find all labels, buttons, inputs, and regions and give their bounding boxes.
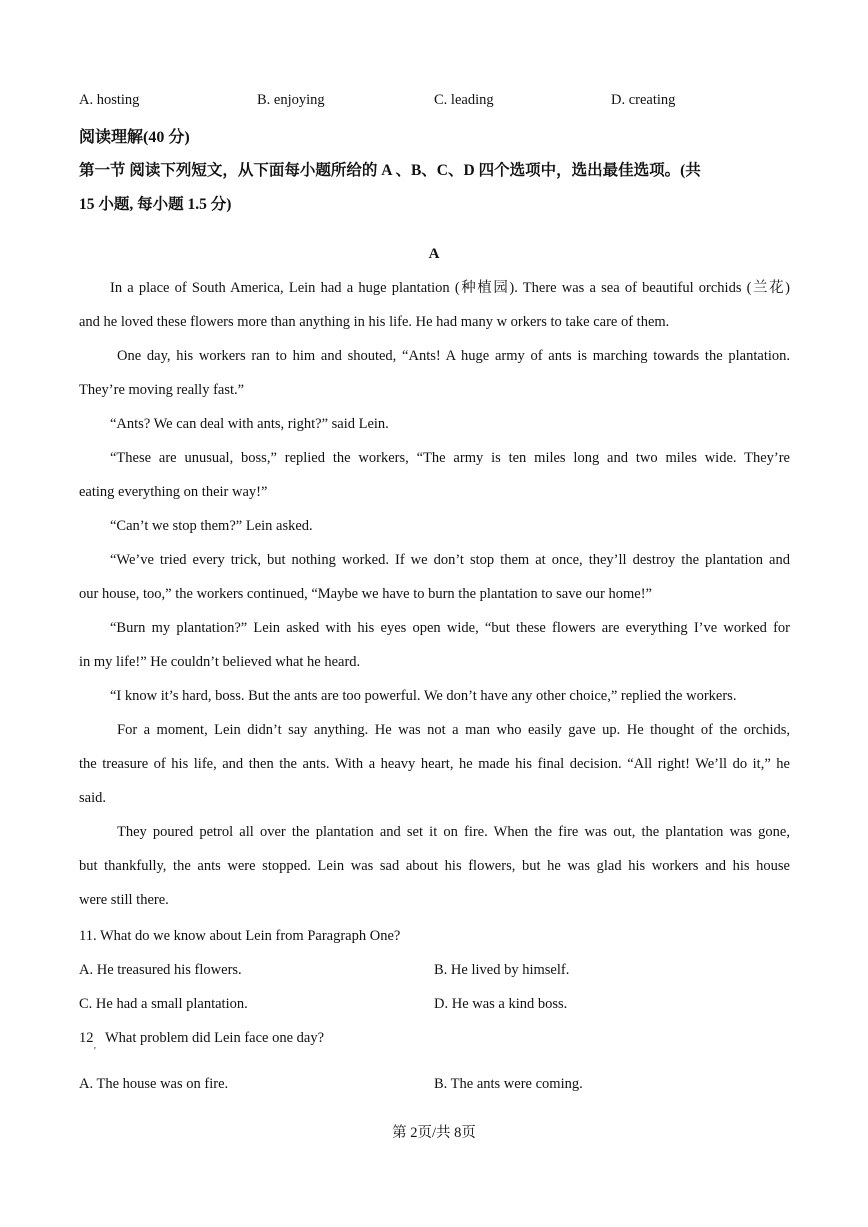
- q12-number: 12: [79, 1030, 94, 1046]
- q11-question: 11. What do we know about Lein from Paragraph One?: [79, 928, 401, 944]
- q12-option-b: B. The ants were coming.: [434, 1076, 583, 1092]
- q11-option-a: A. He treasured his flowers.: [79, 962, 242, 978]
- q11-option-b: B. He lived by himself.: [434, 962, 570, 978]
- q10-option-a: [79, 92, 139, 109]
- passage-line-15: the treasure of his life, and then the ants. With a heavy heart, he made his final decision. “All right! We’ll do it,” he: [79, 756, 790, 772]
- passage-line-12: in my life!” He couldn’t believed what he heard.: [79, 654, 361, 670]
- passage-line-14: For a moment, Lein didn’t say anything. He was not a man who easily gave up. He thought of the orchids,: [117, 722, 790, 738]
- passage-line-4: They’re moving really fast.”: [79, 382, 245, 398]
- passage-line-6: “These are unusual, boss,” replied the workers, “The army is ten miles long and two miles wide. They’re: [110, 450, 790, 466]
- q11-option-d: D. He was a kind boss.: [434, 996, 568, 1012]
- passage-line-18: but thankfully, the ants were stopped. Lein was sad about his flowers, but he was glad his workers and his house: [79, 858, 790, 874]
- section-instruction-line2: 15 小题, 每小题 1.5 分): [79, 196, 232, 213]
- section-title: 阅读理解(40 分): [79, 129, 190, 146]
- passage-line-1: In a place of South America, Lein had a huge plantation (种植园). There was a sea of beautiful orchids (兰花): [110, 280, 790, 296]
- passage-line-9: “We’ve tried every trick, but nothing worked. If we don’t stop them at once, they’ll destroy the plantation and: [110, 552, 790, 568]
- passage-line-3: One day, his workers ran to him and shouted, “Ants! A huge army of ants is marching towards the plantation.: [117, 348, 790, 364]
- passage-line-7: eating everything on their way!”: [79, 484, 268, 500]
- q10-option-a-text: A. hosting: [79, 92, 140, 108]
- passage-line-13: “I know it’s hard, boss. But the ants are too powerful. We don’t have any other choice,” replied the workers.: [110, 688, 737, 704]
- passage-line-8: “Can’t we stop them?” Lein asked.: [110, 518, 313, 534]
- passage-letter: A: [428, 246, 440, 262]
- passage-line-2: and he loved these flowers more than anything in his life. He had many w orkers to take care of them.: [79, 314, 670, 330]
- passage-line-11: “Burn my plantation?” Lein asked with his eyes open wide, “but these flowers are everything I’ve worked for: [110, 620, 790, 636]
- section-instruction-line1: 第一节 阅读下列短文，从下面每小题所给的 A 、B、C、D 四个选项中，选出最佳选项。(共: [79, 162, 701, 179]
- passage-line-17: They poured petrol all over the plantation and set it on fire. When the fire was out, the plantation was gone,: [117, 824, 790, 840]
- passage-body: [79, 271, 790, 917]
- passage-line-16: said.: [79, 790, 106, 806]
- q10-option-b: B. enjoying: [257, 92, 325, 108]
- passage-line-5: “Ants? We can deal with ants, right?” said Lein.: [110, 416, 389, 432]
- q12-question: What problem did Lein face one day?: [105, 1030, 325, 1046]
- page-number: 第 2页/共 8页: [392, 1125, 476, 1141]
- q10-option-d: D. creating: [611, 92, 676, 108]
- q11-option-c: C. He had a small plantation.: [79, 996, 248, 1012]
- q12-mark: ': [94, 1046, 96, 1057]
- passage-line-10: our house, too,” the workers continued, “Maybe we have to burn the plantation to save our home!”: [79, 586, 652, 602]
- q12-option-a: A. The house was on fire.: [79, 1076, 229, 1092]
- q10-option-c: C. leading: [434, 92, 494, 108]
- passage-line-19: were still there.: [79, 892, 169, 908]
